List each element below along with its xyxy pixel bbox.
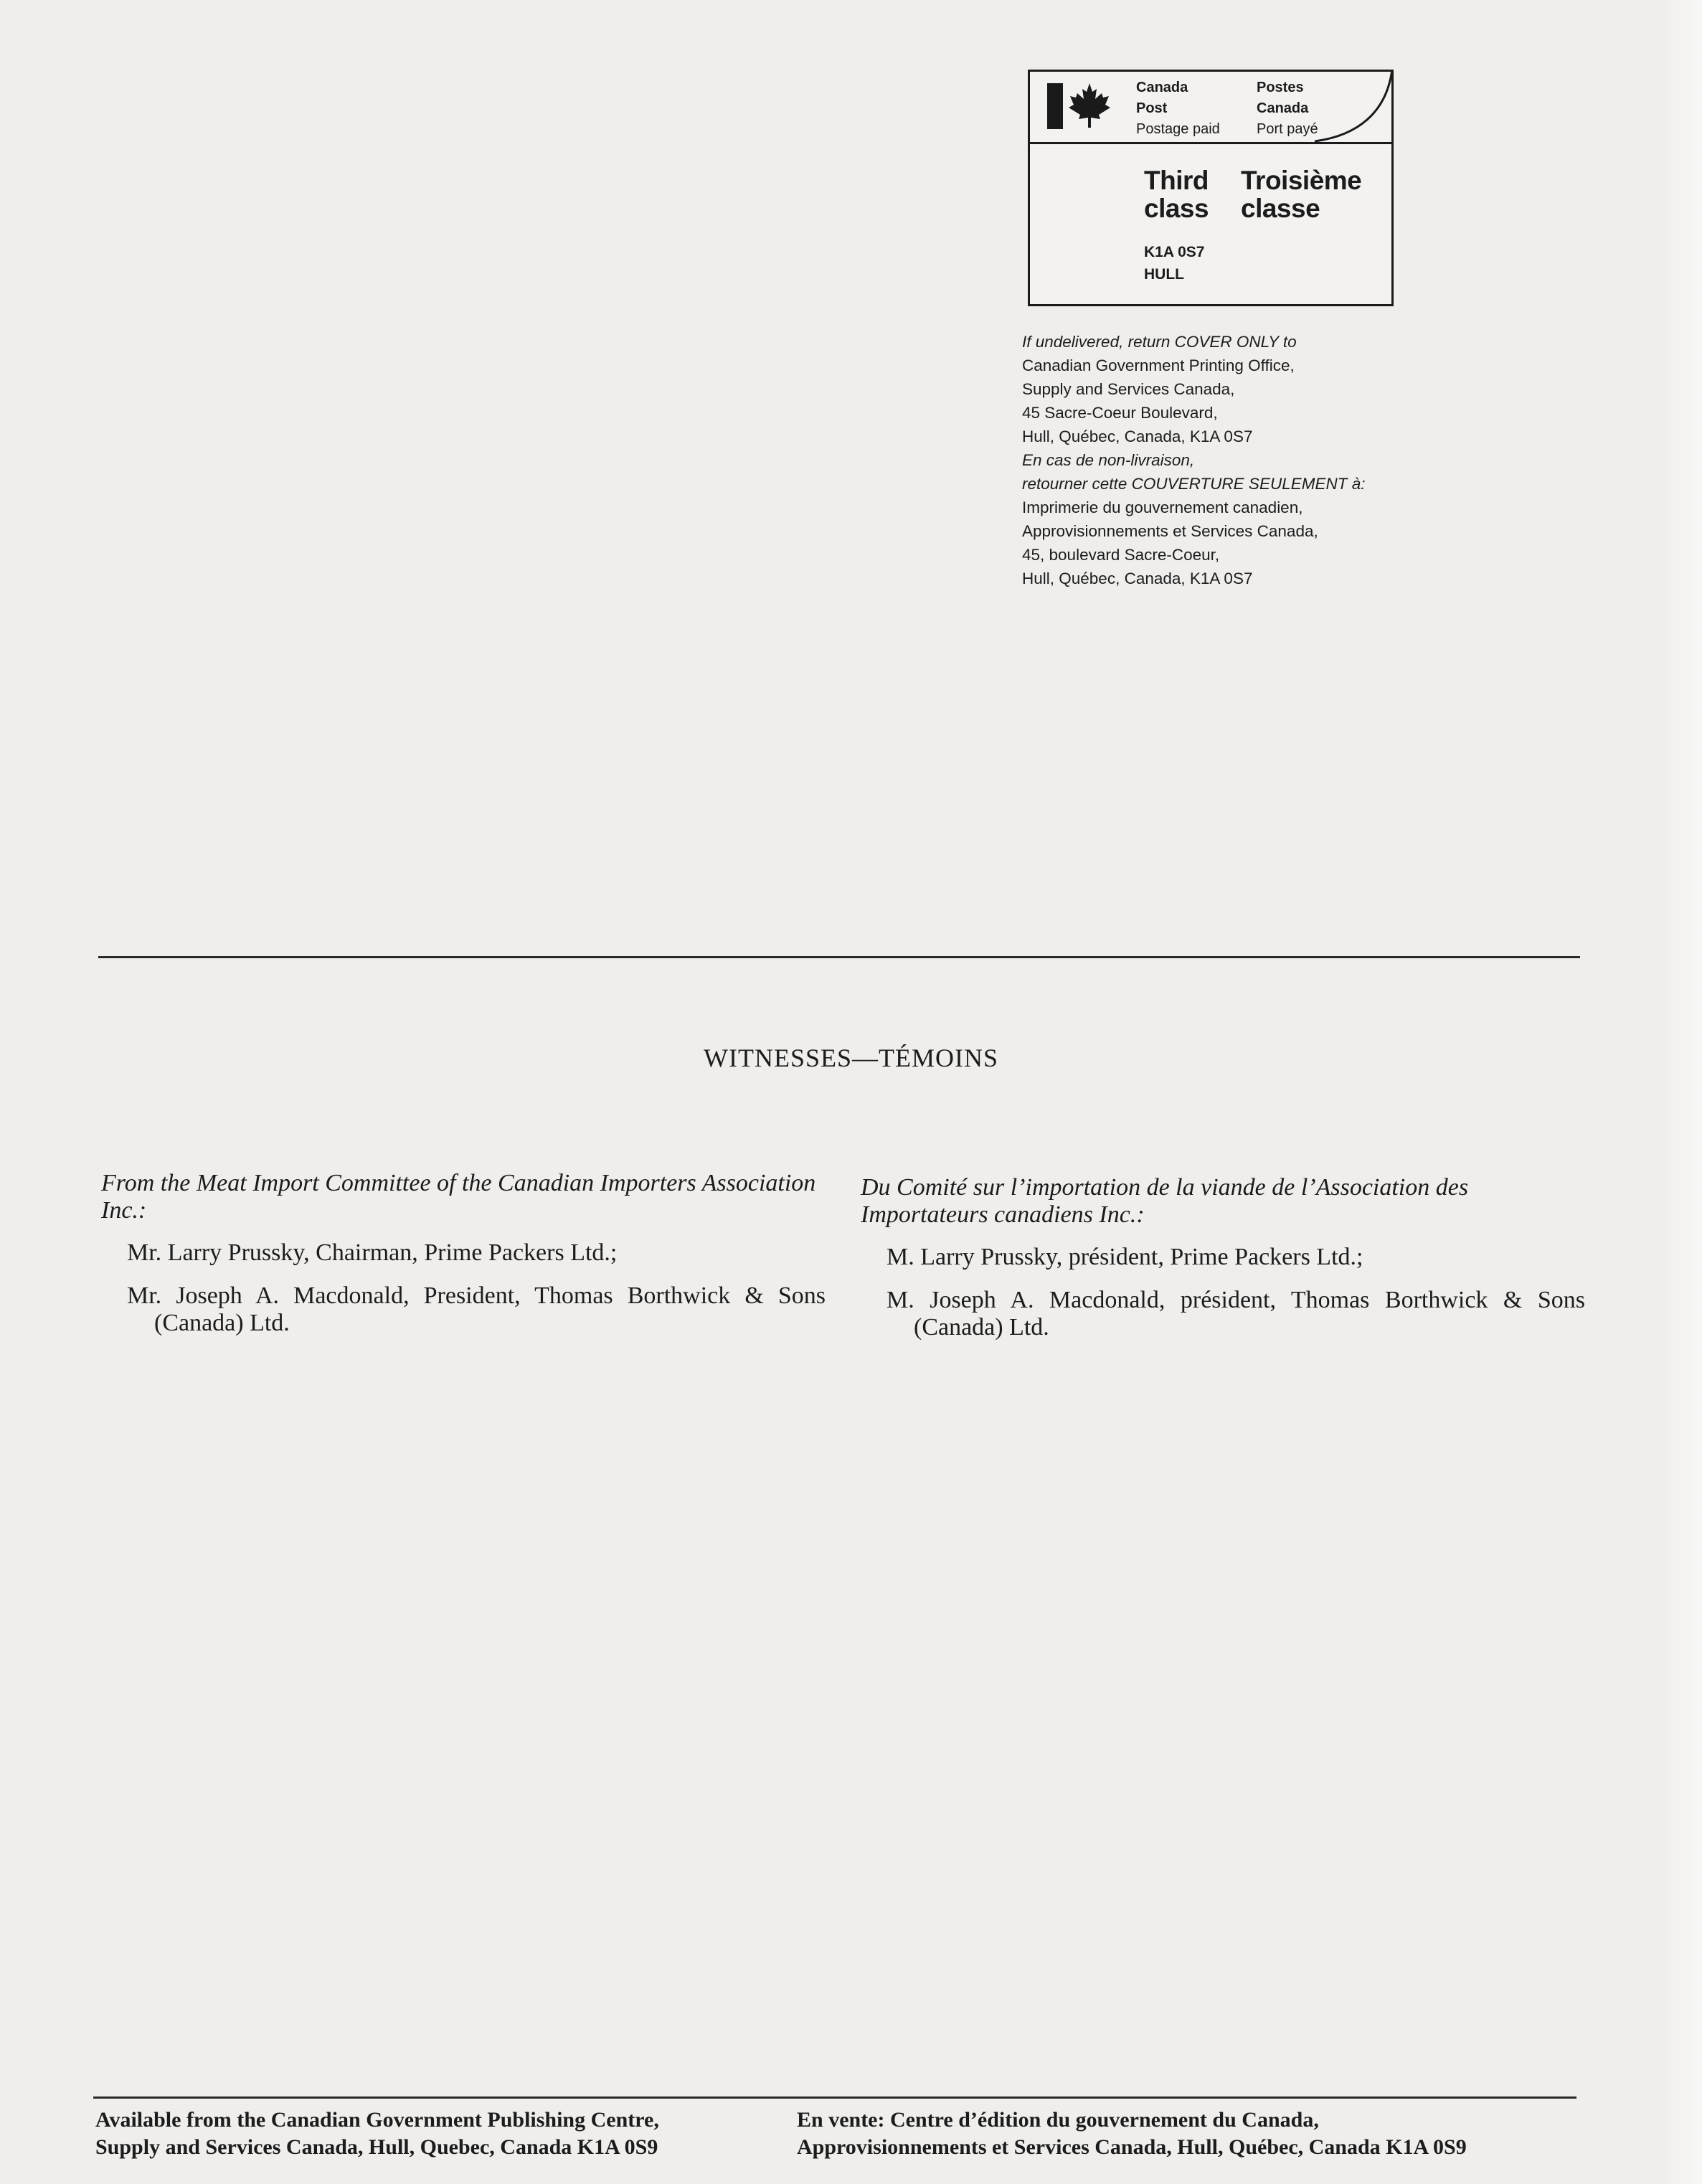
return-address [1022,330,1481,590]
return-line: If undelivered, return COVER ONLY to [1022,333,1297,351]
return-line: En cas de non-livraison, [1022,451,1195,469]
postage-indicia [1028,70,1394,306]
indicia-text: Postes [1257,80,1304,95]
return-line: Supply and Services Canada, [1022,380,1235,398]
section-divider [98,956,1580,958]
witness-entry: Mr. Larry Prussky, Chairman, Prime Packers Ltd.; [127,1239,618,1266]
class-text: class [1144,194,1209,223]
return-line: 45, boulevard Sacre-Coeur, [1022,546,1220,564]
witnesses-french [861,1174,1585,1357]
footer-line: Available from the Canadian Government Publishing Centre, [95,2108,659,2132]
return-line: Hull, Québec, Canada, K1A 0S7 [1022,569,1253,587]
return-line: Approvisionnements et Services Canada, [1022,522,1318,540]
class-text: Troisième [1241,166,1362,195]
witness-entry: M. Larry Prussky, président, Prime Packers Ltd.; [887,1244,1363,1270]
third-class-label [1144,166,1209,222]
indicia-header [1030,72,1391,144]
code-text: K1A 0S7 [1144,244,1205,260]
organization-name: From the Meat Import Committee of the Canadian Importers Association Inc.: [101,1170,816,1224]
return-line: retourner cette COUVERTURE SEULEMENT à: [1022,475,1366,493]
postal-code [1144,241,1204,285]
indicia-text: Canada [1136,80,1188,95]
maple-leaf-icon [1067,82,1112,129]
footer-french [797,2107,1607,2161]
footer-divider [93,2096,1576,2099]
troisieme-classe-label [1241,166,1361,222]
return-line: 45 Sacre-Coeur Boulevard, [1022,404,1218,422]
flag-bar [1047,83,1063,129]
witness-entry: M. Joseph A. Macdonald, président, Thomas Borthwick & Sons (Canada) Ltd. [887,1287,1585,1341]
witnesses-english [101,1170,826,1353]
code-text: HULL [1144,266,1184,283]
footer-english [95,2107,798,2161]
footer-line: Approvisionnements et Services Canada, Hull, Québec, Canada K1A 0S9 [797,2135,1467,2159]
class-text: Third [1144,166,1209,195]
footer-line: Supply and Services Canada, Hull, Quebec, Canada K1A 0S9 [95,2135,658,2159]
return-line: Canadian Government Printing Office, [1022,356,1295,374]
postes-canada-label [1257,77,1318,140]
footer-line: En vente: Centre d’édition du gouvernement du Canada, [797,2108,1319,2132]
class-text: classe [1241,194,1320,223]
indicia-text: Post [1136,100,1168,116]
return-line: Hull, Québec, Canada, K1A 0S7 [1022,427,1253,445]
indicia-curve [1315,72,1391,144]
canada-post-label [1136,77,1220,140]
page-edge-shadow [1659,0,1702,2184]
indicia-text: Port payé [1257,121,1318,137]
witness-entry: Mr. Joseph A. Macdonald, President, Thomas Borthwick & Sons (Canada) Ltd. [127,1282,826,1336]
witnesses-heading: WITNESSES—TÉMOINS [704,1044,998,1072]
indicia-text: Postage paid [1136,121,1220,137]
indicia-text: Canada [1257,100,1309,116]
organization-name: Du Comité sur l’importation de la viande de l’Association des Importateurs canadiens Inc.: [861,1174,1469,1228]
return-line: Imprimerie du gouvernement canadien, [1022,498,1303,516]
